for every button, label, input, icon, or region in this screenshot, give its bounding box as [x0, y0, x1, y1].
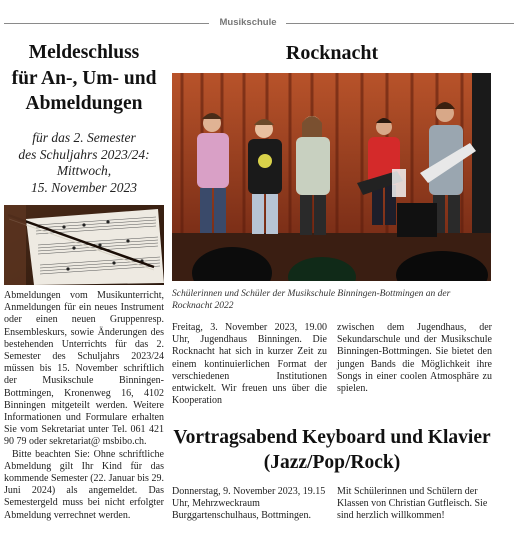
- body-paragraph: Abmeldungen vom Musikunterricht, Anmeldungen für ein neues Instrument oder einen neuen Gruppenresp. Ensembleskurs, sowie Änderungen des bestehenden Unterrichts für das 2. Semester des Schuljahrs 2023/24 müssen bis 15. November schriftlich der Musikschule Binningen-Bottmingen, Kronenweg 16, 4102 Binningen mitgeteilt werden. Weitere Informationen und Formulare erhalten Sie vom Sekretariat unter Tel. 061 421 90 79 oder sekretariat@ msbibo.ch.: [4, 290, 164, 448]
- sheet-music-image: [4, 205, 164, 285]
- title-line: für An-, Um- und: [11, 67, 157, 89]
- vortrag-title: [172, 425, 492, 475]
- vortrag-text-col2: Mit Schülerinnen und Schülern der Klassen von Christian Gutfleisch. Sie sind herzlich willkommen!: [337, 486, 488, 522]
- meldeschluss-subtitle: [4, 130, 164, 196]
- rocknacht-text-col2: zwischen dem Jugendhaus, der Sekundarschule und der Musikschule Binningen-Bottmingen. Sie bietet den jungen Bands die Möglichkeit ihre Songs in einer coolen Atmosphäre zu spielen.: [337, 322, 492, 395]
- vortrag-text-col1: Donnerstag, 9. November 2023, 19.15 Uhr, Mehrzweckraum Burggartenschulhaus, Bottmingen.: [172, 486, 326, 522]
- meldeschluss-body: [4, 290, 164, 522]
- subtitle-line: Mittwoch,: [56, 163, 112, 178]
- header-rule-right: [286, 23, 514, 24]
- rocknacht-photo: [172, 73, 491, 281]
- title-line: Vortragsabend Keyboard und Klavier: [173, 427, 491, 448]
- section-header: [0, 17, 519, 29]
- subtitle-line: 15. November 2023: [30, 179, 138, 195]
- sheet-music-photo: [4, 205, 164, 285]
- band-stage-image: [172, 73, 491, 281]
- subtitle-line: des Schuljahrs 2023/24:: [18, 146, 150, 162]
- title-line: Meldeschluss: [28, 42, 140, 63]
- section-label: Musikschule: [219, 17, 277, 28]
- title-line: Abmeldungen: [25, 93, 143, 114]
- title-line: (Jazz/Pop/Rock): [263, 452, 401, 473]
- body-paragraph: Bitte beachten Sie: Ohne schriftliche Abmeldung gilt Ihr Kind für das kommende Semester (22. Januar bis 29. Juni 2024) als angemeldet. Das Semestergeld muss bei nicht erfolgter Abmeldung verrechnet werden.: [4, 448, 164, 521]
- header-rule-left: [4, 23, 209, 24]
- rocknacht-caption: Schülerinnen und Schüler der Musikschule Binningen-Bottmingen an der Rocknacht 2022: [172, 289, 451, 311]
- rocknacht-text-col1: Freitag, 3. November 2023, 19.00 Uhr, Jugendhaus Binningen. Die Rocknacht hat sich in kurzer Zeit zu einem kontinuierlichen Format der verschiedenen Institutionen entwickelt. Wir freuen uns über die Kooperation: [172, 322, 327, 407]
- subtitle-line: für das 2. Semester: [32, 130, 136, 145]
- meldeschluss-title: [4, 40, 164, 117]
- rocknacht-title: Rocknacht: [285, 42, 379, 64]
